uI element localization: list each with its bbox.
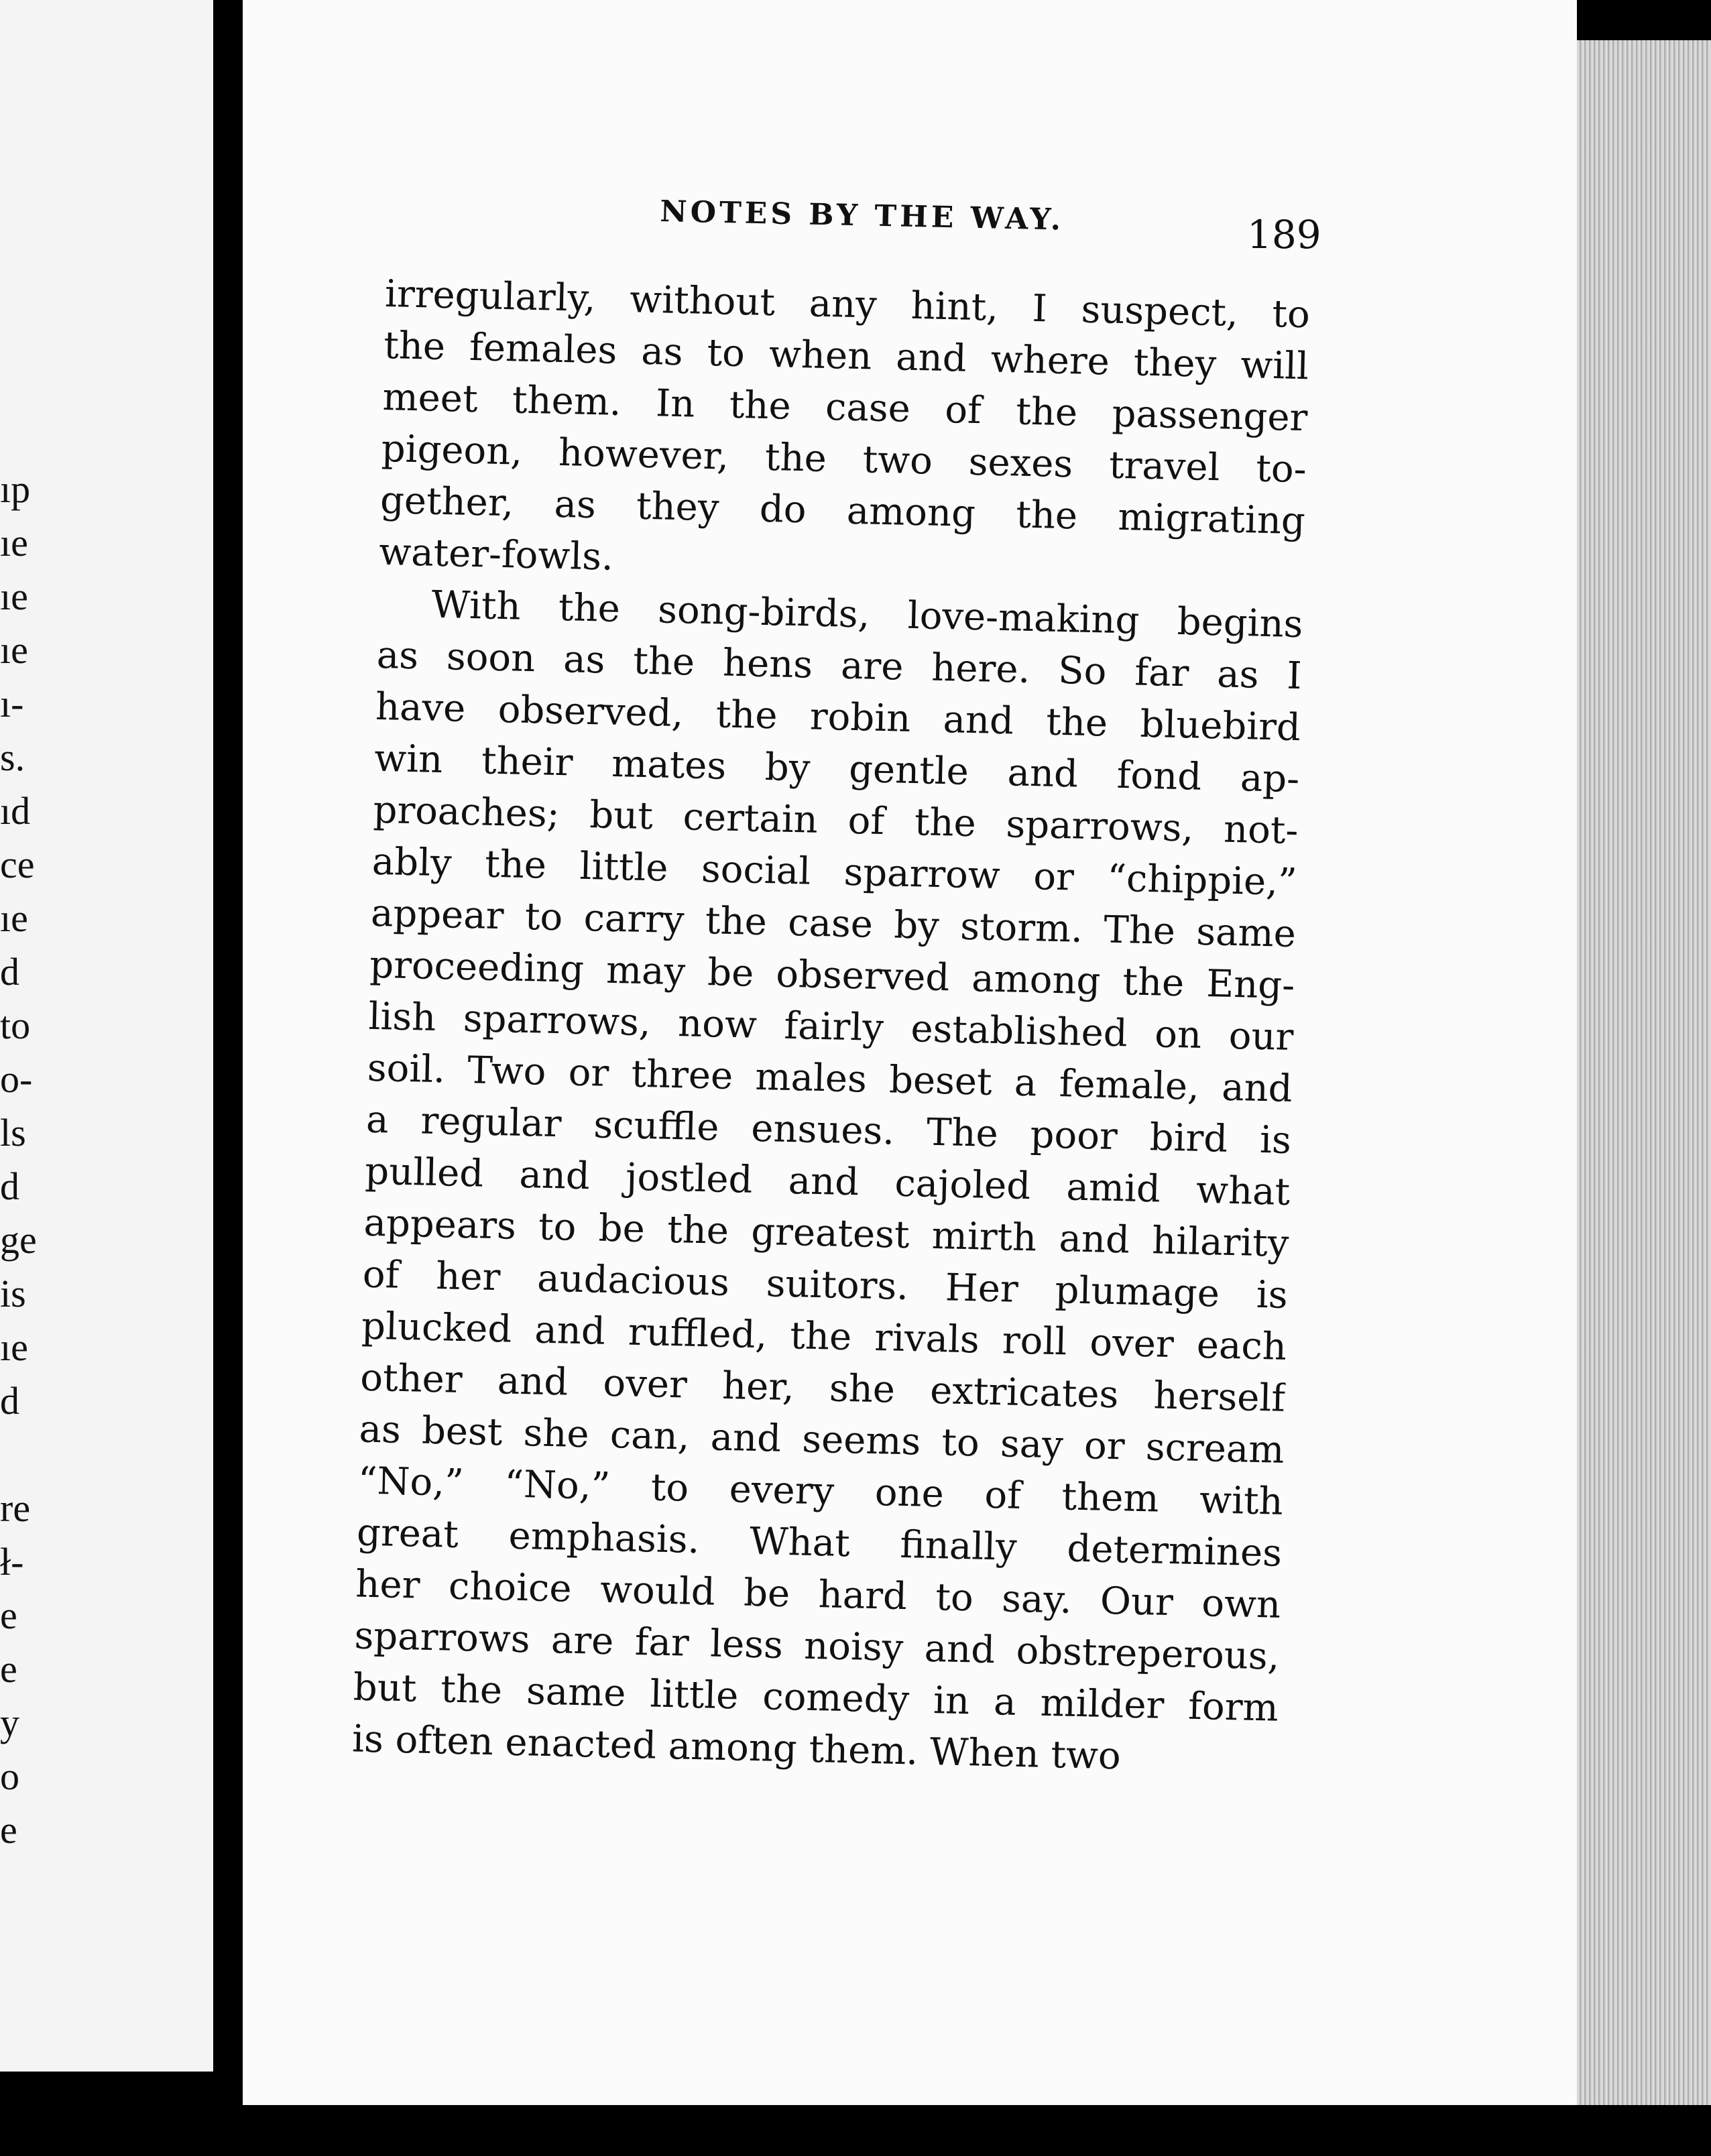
scan-border xyxy=(0,2105,1711,2156)
text-line: plucked and ruffled, the rivals roll over each xyxy=(361,1304,1287,1369)
facing-page-fragment: ıp xyxy=(0,467,31,511)
text-line: appear to carry the case by storm. The same xyxy=(370,891,1297,957)
text-line: soil. Two or three males beset a female, and xyxy=(367,1046,1293,1111)
facing-page-fragment: d xyxy=(0,1379,19,1423)
text-line: as best she can, and seems to say or scream xyxy=(358,1407,1285,1472)
facing-page-fragment: ce xyxy=(0,843,35,886)
facing-page-fragment: to xyxy=(0,1004,31,1047)
facing-page-fragment: o- xyxy=(0,1057,33,1101)
facing-page-fragment: s. xyxy=(0,735,25,779)
text-line: lish sparrows, now fairly established on our xyxy=(367,994,1295,1060)
page-number: 189 xyxy=(1247,212,1321,257)
text-line: of her audacious suitors. Her plumage is xyxy=(362,1252,1289,1317)
text-line: sparrows are far less noisy and obstreperous, xyxy=(353,1614,1281,1679)
text-line: proceeding may be observed among the Eng- xyxy=(369,943,1295,1008)
facing-page-fragment: ıe xyxy=(0,1325,28,1369)
facing-page-fragment xyxy=(0,1428,40,1482)
facing-page-fragment: ıd xyxy=(0,789,31,833)
text-line: other and over her, she extricates herself xyxy=(359,1356,1286,1421)
facing-page-fragment: re xyxy=(0,1486,31,1530)
text-line: “No,” “No,” to every one of them with xyxy=(357,1459,1284,1524)
book-gutter xyxy=(213,0,243,2156)
text-line: irregularly, without any hint, I suspect, to xyxy=(384,272,1311,337)
body-text xyxy=(351,268,1310,1786)
facing-page-fragment: ıe xyxy=(0,521,28,564)
facing-page-fragment: ıe xyxy=(0,896,28,940)
text-line: water-fowls. xyxy=(378,530,614,579)
text-line: proaches; but certain of the sparrows, not- xyxy=(372,788,1299,853)
facing-page-fragment: ı- xyxy=(0,682,24,725)
text-line: great emphasis. What finally determines xyxy=(356,1510,1283,1575)
text-line: gether, as they do among the migrating xyxy=(379,478,1306,544)
text-line: ably the little social sparrow or “chippie,” xyxy=(371,839,1298,905)
page-edges xyxy=(1577,40,1711,2105)
facing-page-fragment: ıe xyxy=(0,575,28,618)
text-line: win their mates by gentle and fond ap- xyxy=(373,736,1300,802)
facing-page-fragment: e xyxy=(0,1808,17,1852)
facing-page-fragment: is xyxy=(0,1272,26,1315)
text-line: pigeon, however, the two sexes travel to- xyxy=(381,426,1307,492)
facing-page-fragment: d xyxy=(0,950,19,994)
text-line: a regular scuffle ensues. The poor bird is xyxy=(365,1097,1292,1162)
text-line: her choice would be hard to say. Our own xyxy=(355,1562,1281,1627)
text-line: meet them. In the case of the passenger xyxy=(381,375,1309,440)
text-line: the females as to when and where they will xyxy=(383,323,1309,389)
facing-page-fragment: d xyxy=(0,1164,19,1208)
facing-page-fragment: y xyxy=(0,1701,19,1744)
facing-page-fragment: ls xyxy=(0,1111,26,1154)
text-line: but the same little comedy in a milder form xyxy=(353,1665,1279,1730)
facing-page-fragment: e xyxy=(0,1647,17,1691)
text-line: have observed, the robin and the bluebird xyxy=(375,684,1301,750)
running-header: NOTES BY THE WAY. xyxy=(659,194,1065,237)
text-line: as soon as the hens are here. So far as I xyxy=(376,633,1303,699)
text-line: With the song-birds, love-making begins xyxy=(430,583,1304,647)
text-line: is often enacted among them. When two xyxy=(351,1717,1122,1779)
facing-page-fragment: ıe xyxy=(0,628,28,672)
text-line: appears to be the greatest mirth and hilarity xyxy=(363,1201,1290,1266)
facing-page-fragment: o xyxy=(0,1754,19,1798)
facing-page-fragment: ge xyxy=(0,1218,37,1262)
facing-page-fragment: e xyxy=(0,1594,17,1637)
facing-page-text-fragments xyxy=(0,463,40,1857)
facing-page-left xyxy=(0,0,213,2072)
facing-page-fragment: ł- xyxy=(0,1540,24,1583)
text-line: pulled and jostled and cajoled amid what xyxy=(364,1149,1291,1214)
